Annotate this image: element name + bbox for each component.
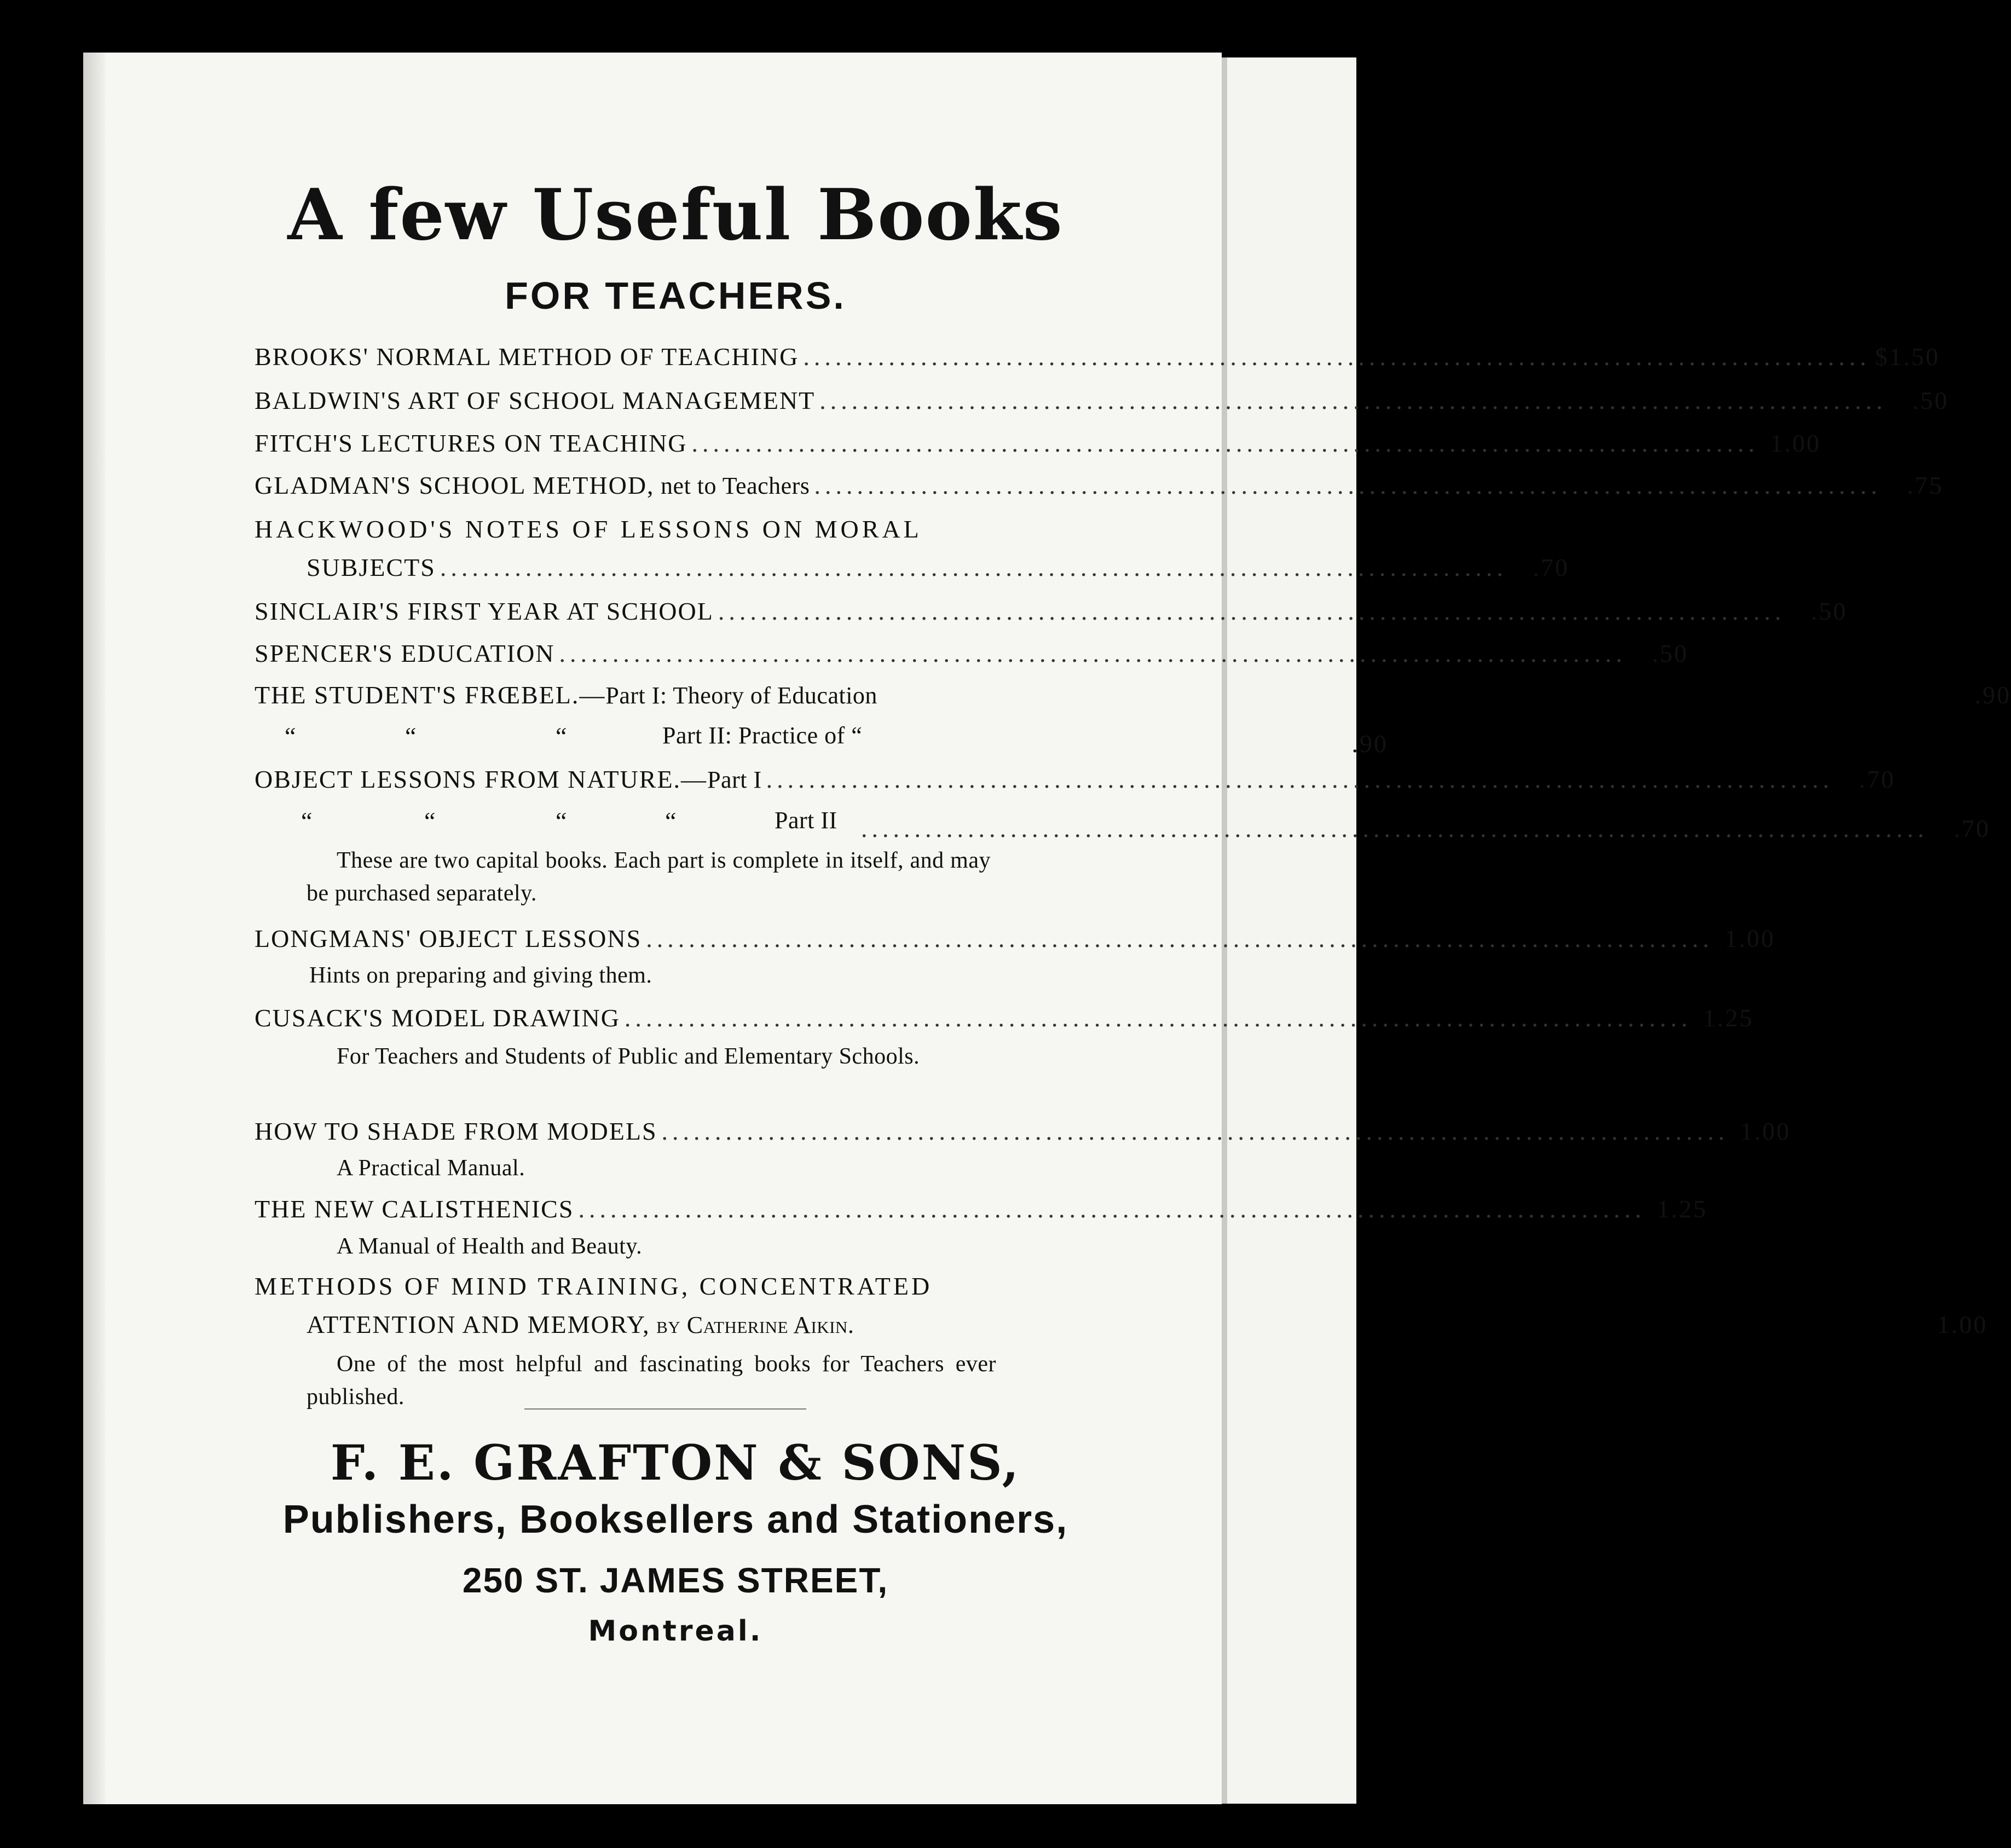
book-title (255, 806, 857, 837)
book-price: .90 (1351, 730, 1388, 758)
leader-dots (803, 342, 1870, 371)
book-title-suffix: Part I (707, 766, 762, 793)
book-title-suffix: Part II (775, 807, 837, 834)
page-title: A few Useful Books (287, 174, 1064, 256)
leader-dots (578, 1194, 1645, 1223)
ditto-mark: “ (665, 807, 678, 835)
book-row (255, 1117, 1791, 1146)
book-price: 1.00 (1740, 1117, 1791, 1145)
book-row (255, 1003, 1754, 1032)
book-row (255, 1272, 1070, 1301)
book-title: HOW TO SHADE FROM MODELS (255, 1117, 657, 1145)
ditto-mark: “ (285, 722, 297, 750)
book-price: .75 (1906, 471, 1944, 499)
book-note: One of the most helpful and fascinating books for Teachers ever published. (307, 1352, 996, 1410)
leader-dots (662, 1117, 1729, 1146)
book-note: A Manual of Health and Beauty. (337, 1234, 643, 1259)
leader-dots (766, 765, 1834, 794)
book-title: CUSACK'S MODEL DRAWING (255, 1004, 620, 1032)
book-title: SPENCER'S EDUCATION (255, 639, 555, 667)
book-price: $1.50 (1875, 343, 1940, 371)
ditto-mark: “ (405, 722, 418, 750)
book-title: HACKWOOD'S NOTES OF LESSONS ON MORAL (255, 515, 922, 543)
leader-dots (646, 924, 1713, 953)
leader-dots (625, 1003, 1692, 1032)
book-note: These are two capital books. Each part is complete in itself, and may be purchased separately. (307, 848, 991, 906)
book-price: .70 (1859, 765, 1896, 793)
book-price: .90 (1974, 681, 2011, 709)
book-row (255, 680, 2011, 709)
divider-rule (524, 1408, 806, 1410)
publisher-city: Montreal. (588, 1615, 763, 1648)
leader-dots (440, 553, 1507, 582)
leader-dots (819, 386, 1887, 415)
book-row (255, 639, 1689, 668)
ditto-mark: “ (424, 807, 437, 835)
book-title: THE NEW CALISTHENICS (255, 1195, 574, 1223)
book-title: FITCH'S LECTURES ON TEACHING (255, 429, 687, 457)
book-price: .50 (1912, 386, 1949, 414)
book-title: SINCLAIR'S FIRST YEAR AT SCHOOL (255, 597, 714, 625)
publisher-address: 250 ST. JAMES STREET, (462, 1561, 889, 1600)
book-title-main: GLADMAN'S SCHOOL METHOD, (255, 471, 655, 499)
book-row (255, 515, 1070, 544)
book-title-main: OBJECT LESSONS FROM NATURE.— (255, 765, 708, 793)
publisher-name: F. E. GRAFTON & SONS, (330, 1434, 1021, 1491)
book-title (255, 765, 762, 794)
book-row (255, 765, 1896, 794)
book-price: .50 (1652, 639, 1689, 667)
book-price: .50 (1811, 597, 1847, 625)
book-title: BROOKS' NORMAL METHOD OF TEACHING (255, 343, 799, 371)
book-title-suffix: Part I: Theory of Education (605, 682, 877, 709)
ditto-mark: “ (556, 807, 568, 835)
book-title: METHODS OF MIND TRAINING, CONCENTRATED (255, 1272, 933, 1300)
book-title-suffix: net to Teachers (654, 472, 810, 499)
ditto-mark: “ (301, 807, 314, 835)
book-price: 1.25 (1656, 1195, 1708, 1223)
book-row (255, 924, 1776, 953)
book-row (255, 597, 1847, 626)
book-title: LONGMANS' OBJECT LESSONS (255, 925, 642, 952)
book-author: by Catherine Aikin. (650, 1312, 854, 1338)
book-row (255, 806, 1990, 843)
leader-dots (692, 429, 1759, 458)
book-row-continued (307, 553, 1569, 582)
book-note: Hints on preparing and giving them. (309, 963, 652, 988)
book-row (255, 429, 1821, 458)
book-note: A Practical Manual. (337, 1156, 525, 1181)
book-title-main: THE STUDENT'S FRŒBEL.— (255, 681, 606, 709)
ditto-mark: “ (556, 722, 568, 750)
book-title-continued: SUBJECTS (307, 553, 436, 581)
book-row (255, 342, 1940, 371)
book-price: 1.00 (1724, 925, 1776, 952)
leader-dots (559, 639, 1627, 668)
book-title: BALDWIN'S ART OF SCHOOL MANAGEMENT (255, 386, 816, 414)
book-price: 1.25 (1703, 1004, 1754, 1032)
book-price: .70 (1533, 553, 1569, 581)
book-title-continued (307, 1310, 854, 1339)
book-title (255, 680, 877, 709)
book-row (255, 1194, 1708, 1223)
book-title-suffix: Part II: Practice of “ (662, 722, 863, 749)
book-price: 1.00 (1937, 1310, 1988, 1338)
book-row (255, 386, 1949, 415)
leader-dots (718, 597, 1785, 626)
book-row-continued (307, 1310, 1988, 1339)
leader-dots (861, 814, 1928, 843)
publisher-description: Publishers, Booksellers and Stationers, (282, 1498, 1068, 1541)
book-note: For Teachers and Students of Public and Elementary Schools. (337, 1044, 920, 1069)
page-subtitle: FOR TEACHERS. (505, 274, 846, 317)
book-title-main: ATTENTION AND MEMORY, (307, 1310, 650, 1338)
book-row (255, 471, 1944, 500)
book-price: .70 (1954, 815, 1990, 842)
book-row (255, 721, 1388, 758)
leader-dots (814, 471, 1881, 500)
book-title (255, 471, 810, 500)
book-price: 1.00 (1770, 429, 1821, 457)
